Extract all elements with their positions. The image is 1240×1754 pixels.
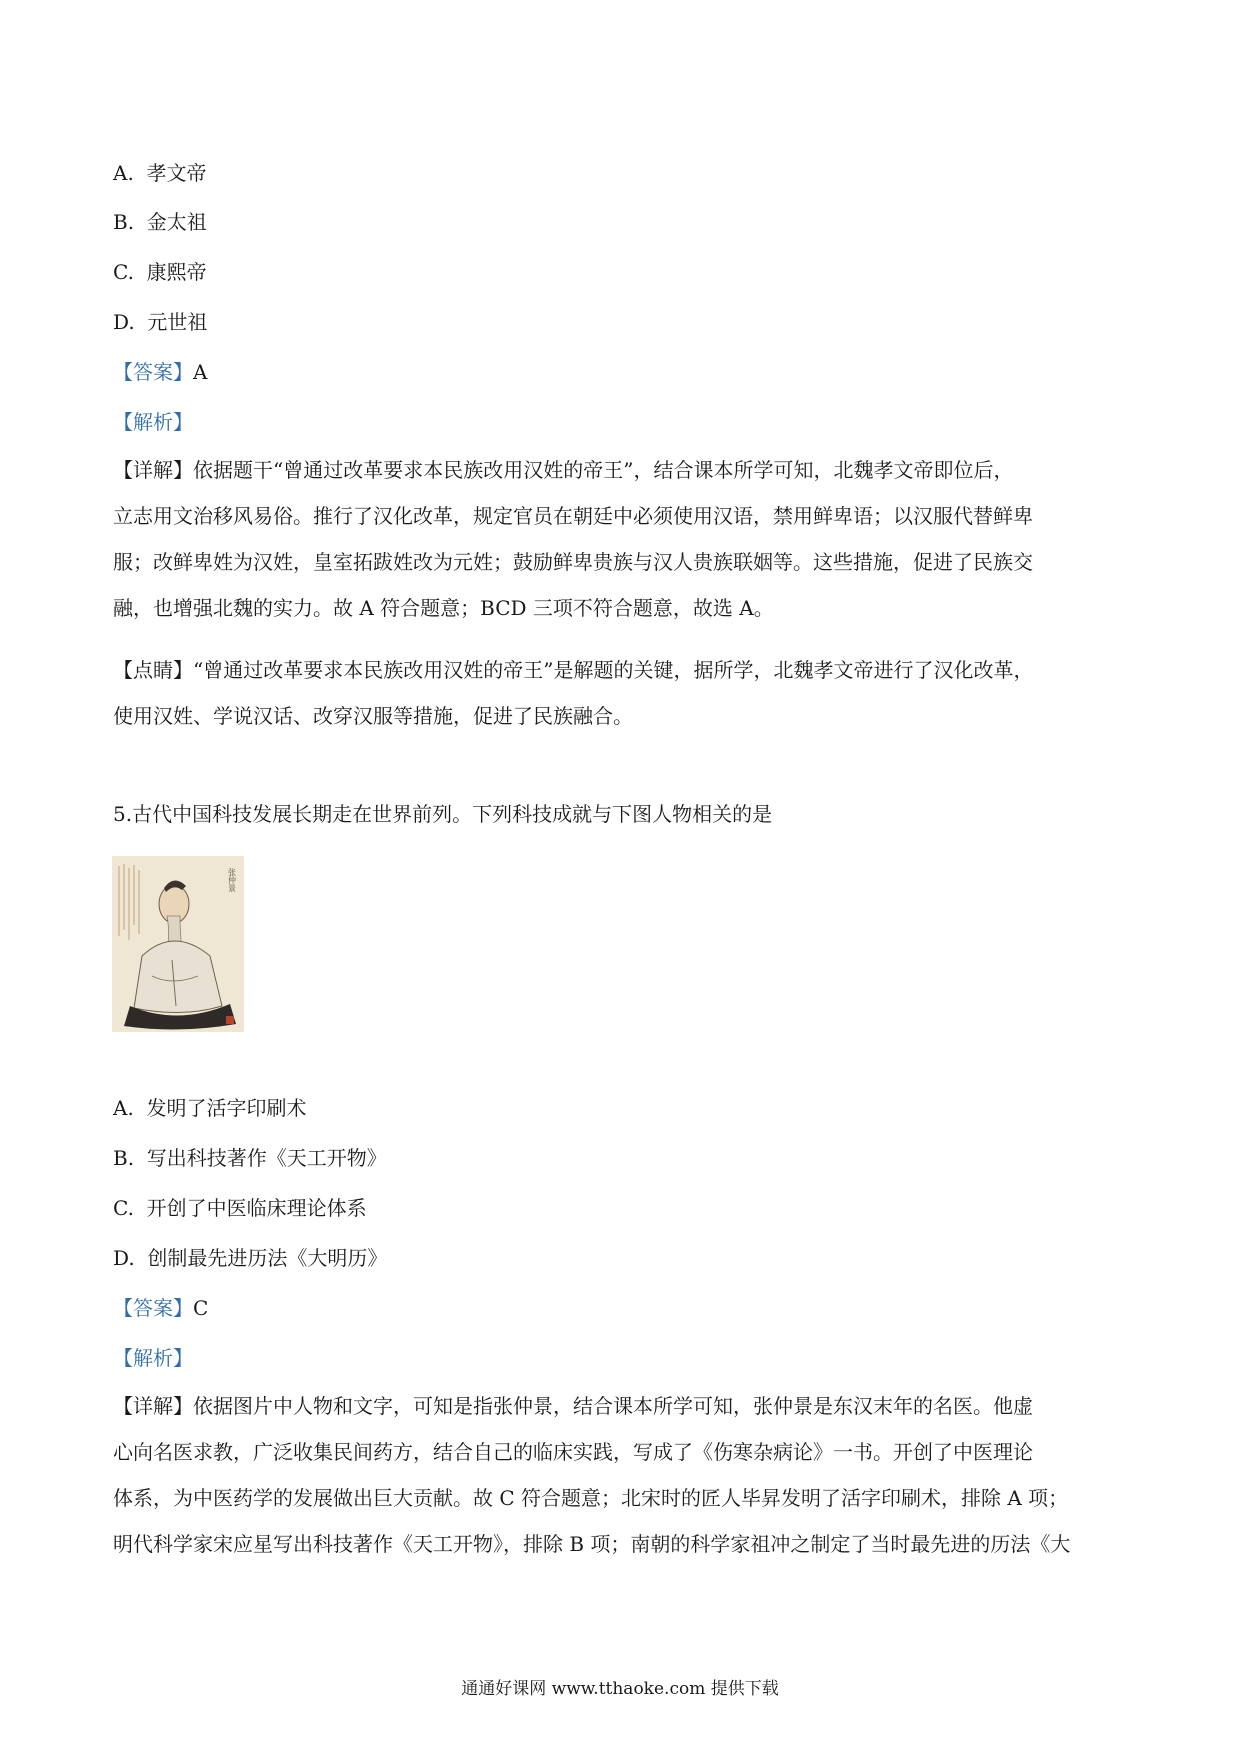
q4-option-a: A. 孝文帝	[113, 161, 207, 185]
detail-tag: 【详解】	[113, 1394, 193, 1418]
point-tag: 【点睛】	[113, 658, 193, 682]
q4-analysis-tag: 【解析】	[113, 410, 193, 434]
q5-option-b: B. 写出科技著作《天工开物》	[113, 1146, 387, 1170]
q4-option-d: D. 元世祖	[113, 310, 208, 334]
q4-option-c: C. 康熙帝	[113, 260, 207, 284]
page-footer: 通通好课网 www.tthaoke.com 提供下载	[461, 1679, 779, 1699]
q5-option-d: D. 创制最先进历法《大明历》	[113, 1246, 388, 1270]
q5-option-a: A. 发明了活字印刷术	[113, 1096, 307, 1120]
detail-tag: 【详解】	[113, 458, 193, 482]
answer-value: A	[193, 360, 208, 384]
q5-option-c: C. 开创了中医临床理论体系	[113, 1196, 367, 1220]
answer-value: C	[193, 1296, 209, 1320]
answer-tag: 【答案】	[113, 360, 193, 384]
q4-answer	[113, 360, 207, 384]
q5-detail: 【详解】依据图片中人物和文字，可知是指张仲景，结合课本所学可知，张仲景是东汉末年的名医。他虚 心向名医求教，广泛收集民间药方，结合自己的临床实践，写成了《伤寒杂病论》一书。开创了中医理论 体系，为中医药学的发展做出巨大贡献。故 C 符合题意；北宋时的匠人毕昇发明了活字印刷术，排除 A 项； 明代科学家宋应星写出科技著作《天工开物》，排除 B 项；南朝的科学家祖冲之制定了当时最先进的历法《大	[113, 1394, 1071, 1556]
q5-answer	[113, 1296, 208, 1320]
q4-option-b: B. 金太祖	[113, 210, 207, 234]
portrait-caption: 张仲景	[227, 868, 237, 892]
q5-analysis-tag: 【解析】	[113, 1346, 193, 1370]
answer-tag: 【答案】	[113, 1296, 193, 1320]
q4-point: 【点睛】“曾通过改革要求本民族改用汉姓的帝王”是解题的关键，据所学，北魏孝文帝进行了汉化改革， 使用汉姓、学说汉话、改穿汉服等措施，促进了民族融合。	[113, 658, 1034, 728]
q4-detail: 【详解】依据题干“曾通过改革要求本民族改用汉姓的帝王”，结合课本所学可知，北魏孝文帝即位后， 立志用文治移风易俗。推行了汉化改革，规定官员在朝廷中必须使用汉语，禁用鲜卑语；以汉服代替鲜卑 服；改鲜卑姓为汉姓，皇室拓跋姓改为元姓；鼓励鲜卑贵族与汉人贵族联姻等。这些措施，促进了民族交 融，也增强北魏的实力。故 A 符合题意；BCD 三项不符合题意，故选 A。	[113, 458, 1033, 620]
zhang-zhongjing-portrait	[112, 856, 244, 1032]
q5-stem: 5.古代中国科技发展长期走在世界前列。下列科技成就与下图人物相关的是	[113, 802, 773, 826]
